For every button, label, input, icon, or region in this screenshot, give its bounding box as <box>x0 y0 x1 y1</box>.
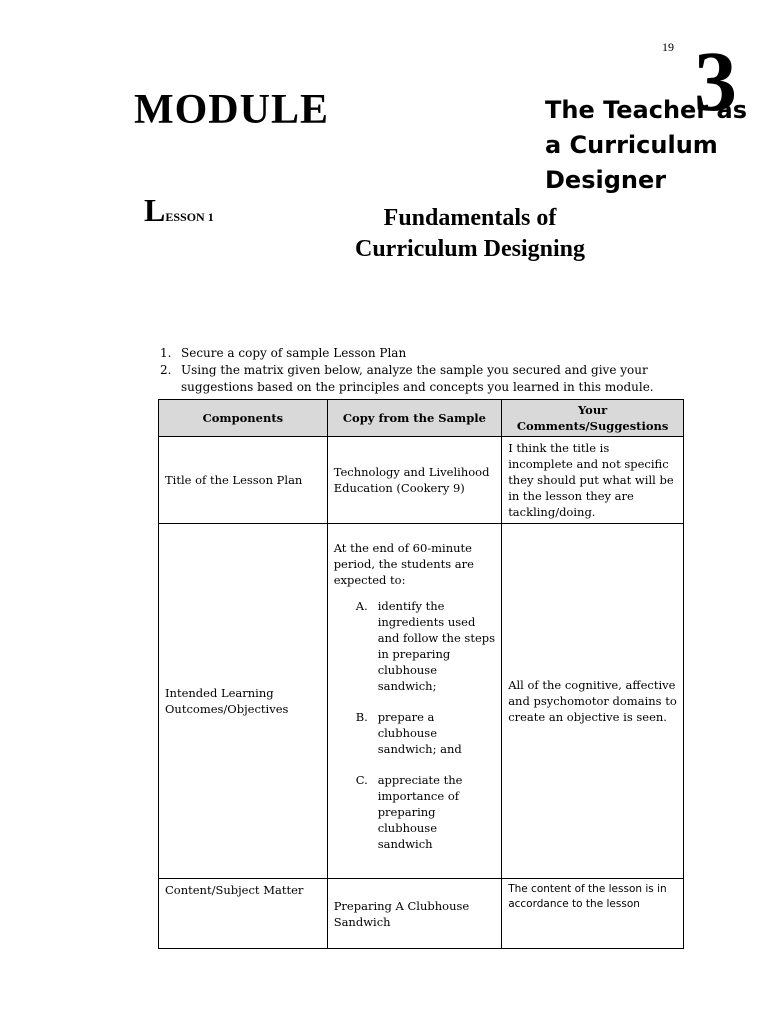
instructions-list <box>160 345 690 396</box>
table-row <box>159 524 684 879</box>
lesson-label-rest: ESSON 1 <box>165 210 214 224</box>
objectives-list <box>334 598 496 852</box>
sample-cell <box>327 524 502 879</box>
module-number: 3 <box>694 33 737 129</box>
table-header-row <box>159 400 684 437</box>
lesson-label-initial: L <box>144 192 166 228</box>
module-title <box>545 93 765 198</box>
lesson-label <box>144 192 214 229</box>
objective-item <box>356 709 496 757</box>
comment-cell: The content of the lesson is in accordance to the lesson <box>502 879 684 949</box>
column-header: Copy from the Sample <box>327 400 502 437</box>
module-title-line: Designer <box>545 166 667 194</box>
instruction-number: 2. <box>160 363 172 377</box>
module-heading: MODULE <box>134 87 329 133</box>
component-cell: Intended Learning Outcomes/Objectives <box>159 524 328 879</box>
objective-item <box>356 772 496 852</box>
objectives-intro: At the end of 60-minute period, the students are expected to: <box>333 541 474 587</box>
module-title-line: a Curriculum <box>545 131 718 159</box>
objective-text: identify the ingredients used and follow the steps in preparing clubhouse sandwich; <box>377 599 496 693</box>
objective-letter: B. <box>355 710 368 724</box>
sample-cell: Preparing A Clubhouse Sandwich <box>327 879 502 949</box>
instruction-number: 1. <box>160 346 172 360</box>
table-row <box>159 437 684 524</box>
objective-item <box>356 598 496 694</box>
objective-letter: C. <box>355 773 368 787</box>
comment-cell: All of the cognitive, affective and psychomotor domains to create an objective is seen. <box>502 524 684 879</box>
objective-text: appreciate the importance of preparing clubhouse sandwich <box>377 773 463 851</box>
instruction-text: Using the matrix given below, analyze the sample you secured and give your suggestions based on the principles and concepts you learned in this module. <box>181 363 654 394</box>
lesson-title <box>300 203 640 265</box>
analysis-matrix <box>158 399 684 949</box>
component-cell: Content/Subject Matter <box>159 879 328 949</box>
objective-text: prepare a clubhouse sandwich; and <box>377 710 462 756</box>
column-header: Components <box>159 400 328 437</box>
sample-cell: Technology and Livelihood Education (Cookery 9) <box>327 437 502 524</box>
lesson-title-line: Fundamentals of <box>383 205 557 231</box>
objective-letter: A. <box>355 599 368 613</box>
component-cell: Title of the Lesson Plan <box>159 437 328 524</box>
lesson-title-line: Curriculum Designing <box>354 236 585 262</box>
comment-cell: I think the title is incomplete and not specific they should put what will be in the lesson they are tackling/doing. <box>502 437 684 524</box>
instruction-item <box>160 362 690 396</box>
table-row <box>159 879 684 949</box>
instruction-item <box>160 345 690 362</box>
instruction-text: Secure a copy of sample Lesson Plan <box>181 346 407 360</box>
page-number: 19 <box>662 40 674 54</box>
module-title-line: The Teacher as <box>545 96 748 124</box>
column-header: Your Comments/Suggestions <box>502 400 684 437</box>
